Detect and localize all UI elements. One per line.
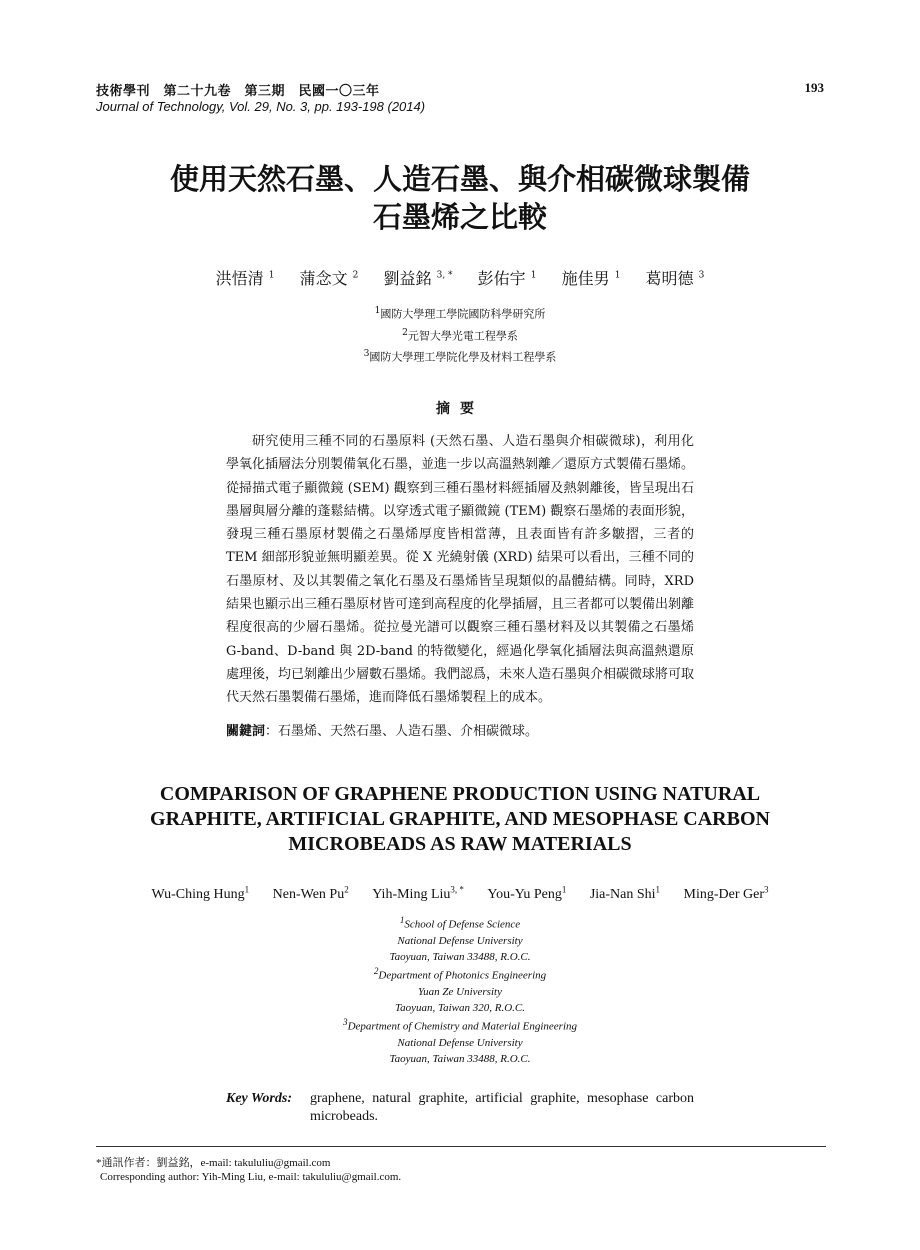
title-en-line: MICROBEADS AS RAW MATERIALS — [288, 833, 632, 855]
affiliation-en-1: $^1$School of Defense Science National Defense University Taoyuan, Taiwan 33488, R.O.C. — [389, 915, 531, 963]
affiliation-cn: $^1$國防大學理工學院國防科學研究所 — [374, 305, 546, 321]
abstract-heading: 摘要 — [436, 401, 484, 417]
author-list-chinese — [0, 266, 920, 289]
abstract-body-chinese: 研究使用三種不同的石墨原料 (天然石墨、人造石墨與介相碳微球)，利用化學氧化插層法分別製備氧化石墨，並進一步以高溫熱剝離／還原方式製備石墨烯。從掃描式電子顯微鏡 (SEM) 觀察到三種石墨材料經插層及熱剝離後，皆呈現出石墨層與層分離的蓬鬆結構。以穿透式電子顯微鏡 (TEM) 觀察石墨烯的表面形貌，發現三種石墨原材製備之石墨烯厚度皆相當薄，且表面皆有許多皺摺，三者的 TEM 細部形貌並無明顯差異。從 X 光繞射儀 (XRD) 結果可以看出，三種不同的石墨原材、及以其製備之氧化石墨及石墨烯皆呈現類似的晶體結構。同時，XRD 結果也顯示出三種石墨原材皆可達到高程度的化學插層，且三者都可以製備出剝離程度很高的少層石墨烯。從拉曼光譜可以觀察三種石墨材料及以其製備之石墨烯 G-band、D-band 與 2D-band 的特徵變化，經過化學氧化插層法與高溫熱還原處理後，均已剝離出少層數石墨烯。我們認爲，未來人造石墨與介相碳微球將可取代天然石墨製備石墨烯，進而降低石墨烯製程上的成本。 — [226, 434, 695, 706]
paper-title-chinese — [0, 160, 920, 236]
journal-citation-english: Journal of Technology, Vol. 29, No. 3, pp. 193-198 (2014) — [96, 99, 426, 114]
author-cn: 劉益銘 $^{3, *}$ — [383, 269, 453, 288]
author-cn: 葛明德 $^3$ — [645, 269, 705, 288]
affiliation-en-3: $^3$Department of Chemistry and Material Engineering National Defense University Taoyuan, Taiwan 33488, R.O.C. — [342, 1017, 578, 1065]
author-cn: 施佳男 $^1$ — [561, 269, 621, 288]
author-en: Yih-Ming Liu$^{3, *}$ — [372, 884, 464, 902]
affiliations-chinese — [0, 302, 920, 367]
keywords-en-text: graphene, natural graphite, artificial graphite, mesophase carbon microbeads. — [310, 1091, 694, 1124]
title-en-line: COMPARISON OF GRAPHENE PRODUCTION USING NATURAL — [159, 783, 761, 805]
author-en: Nen-Wen Pu$^2$ — [272, 884, 349, 902]
journal-name-chinese: 技術學刊 第二十九卷 第三期 民國一〇三年 — [96, 84, 380, 99]
author-cn: 蒲念文 $^2$ — [299, 269, 359, 288]
keywords-english — [226, 1090, 694, 1126]
author-en: Wu-Ching Hung$^1$ — [151, 884, 250, 902]
keywords-chinese — [226, 720, 538, 739]
keywords-en-label: Key Words: — [226, 1091, 292, 1106]
author-en: Jia-Nan Shi$^1$ — [589, 884, 661, 902]
author-cn: 彭佑宇 $^1$ — [477, 269, 537, 288]
title-cn-line: 石墨烯之比較 — [372, 200, 547, 234]
footnote-corresponding-en: Corresponding author: Yih-Ming Liu, e-mail: takululiu@gmail.com. — [100, 1171, 402, 1183]
affiliation-en-2: $^2$Department of Photonics Engineering Yuan Ze University Taoyuan, Taiwan 320, R.O.C. — [373, 966, 547, 1014]
footnote-divider — [96, 1146, 826, 1147]
title-en-line: GRAPHITE, ARTIFICIAL GRAPHITE, AND MESOPHASE CARBON — [150, 808, 770, 830]
affiliation-cn: $^2$元智大學光電工程學系 — [402, 326, 518, 343]
page-number: 193 — [804, 80, 824, 95]
keywords-text: ：石墨烯、天然石墨、人造石墨、介相碳微球。 — [265, 724, 539, 739]
footnote-corresponding-cn: *通訊作者：劉益銘，e-mail: takululiu@gmail.com — [96, 1157, 331, 1169]
author-list-english — [0, 884, 920, 903]
author-en: Ming-Der Ger$^3$ — [683, 884, 769, 902]
author-cn: 洪悟清 $^1$ — [215, 269, 275, 288]
affiliation-cn: $^3$國防大學理工學院化學及材料工程學系 — [363, 348, 557, 364]
keywords-label: 關鍵詞 — [226, 724, 266, 739]
author-en: You-Yu Peng$^1$ — [487, 884, 567, 902]
paper-title-english — [110, 782, 810, 857]
title-cn-line: 使用天然石墨、人造石墨、與介相碳微球製備 — [169, 162, 750, 196]
